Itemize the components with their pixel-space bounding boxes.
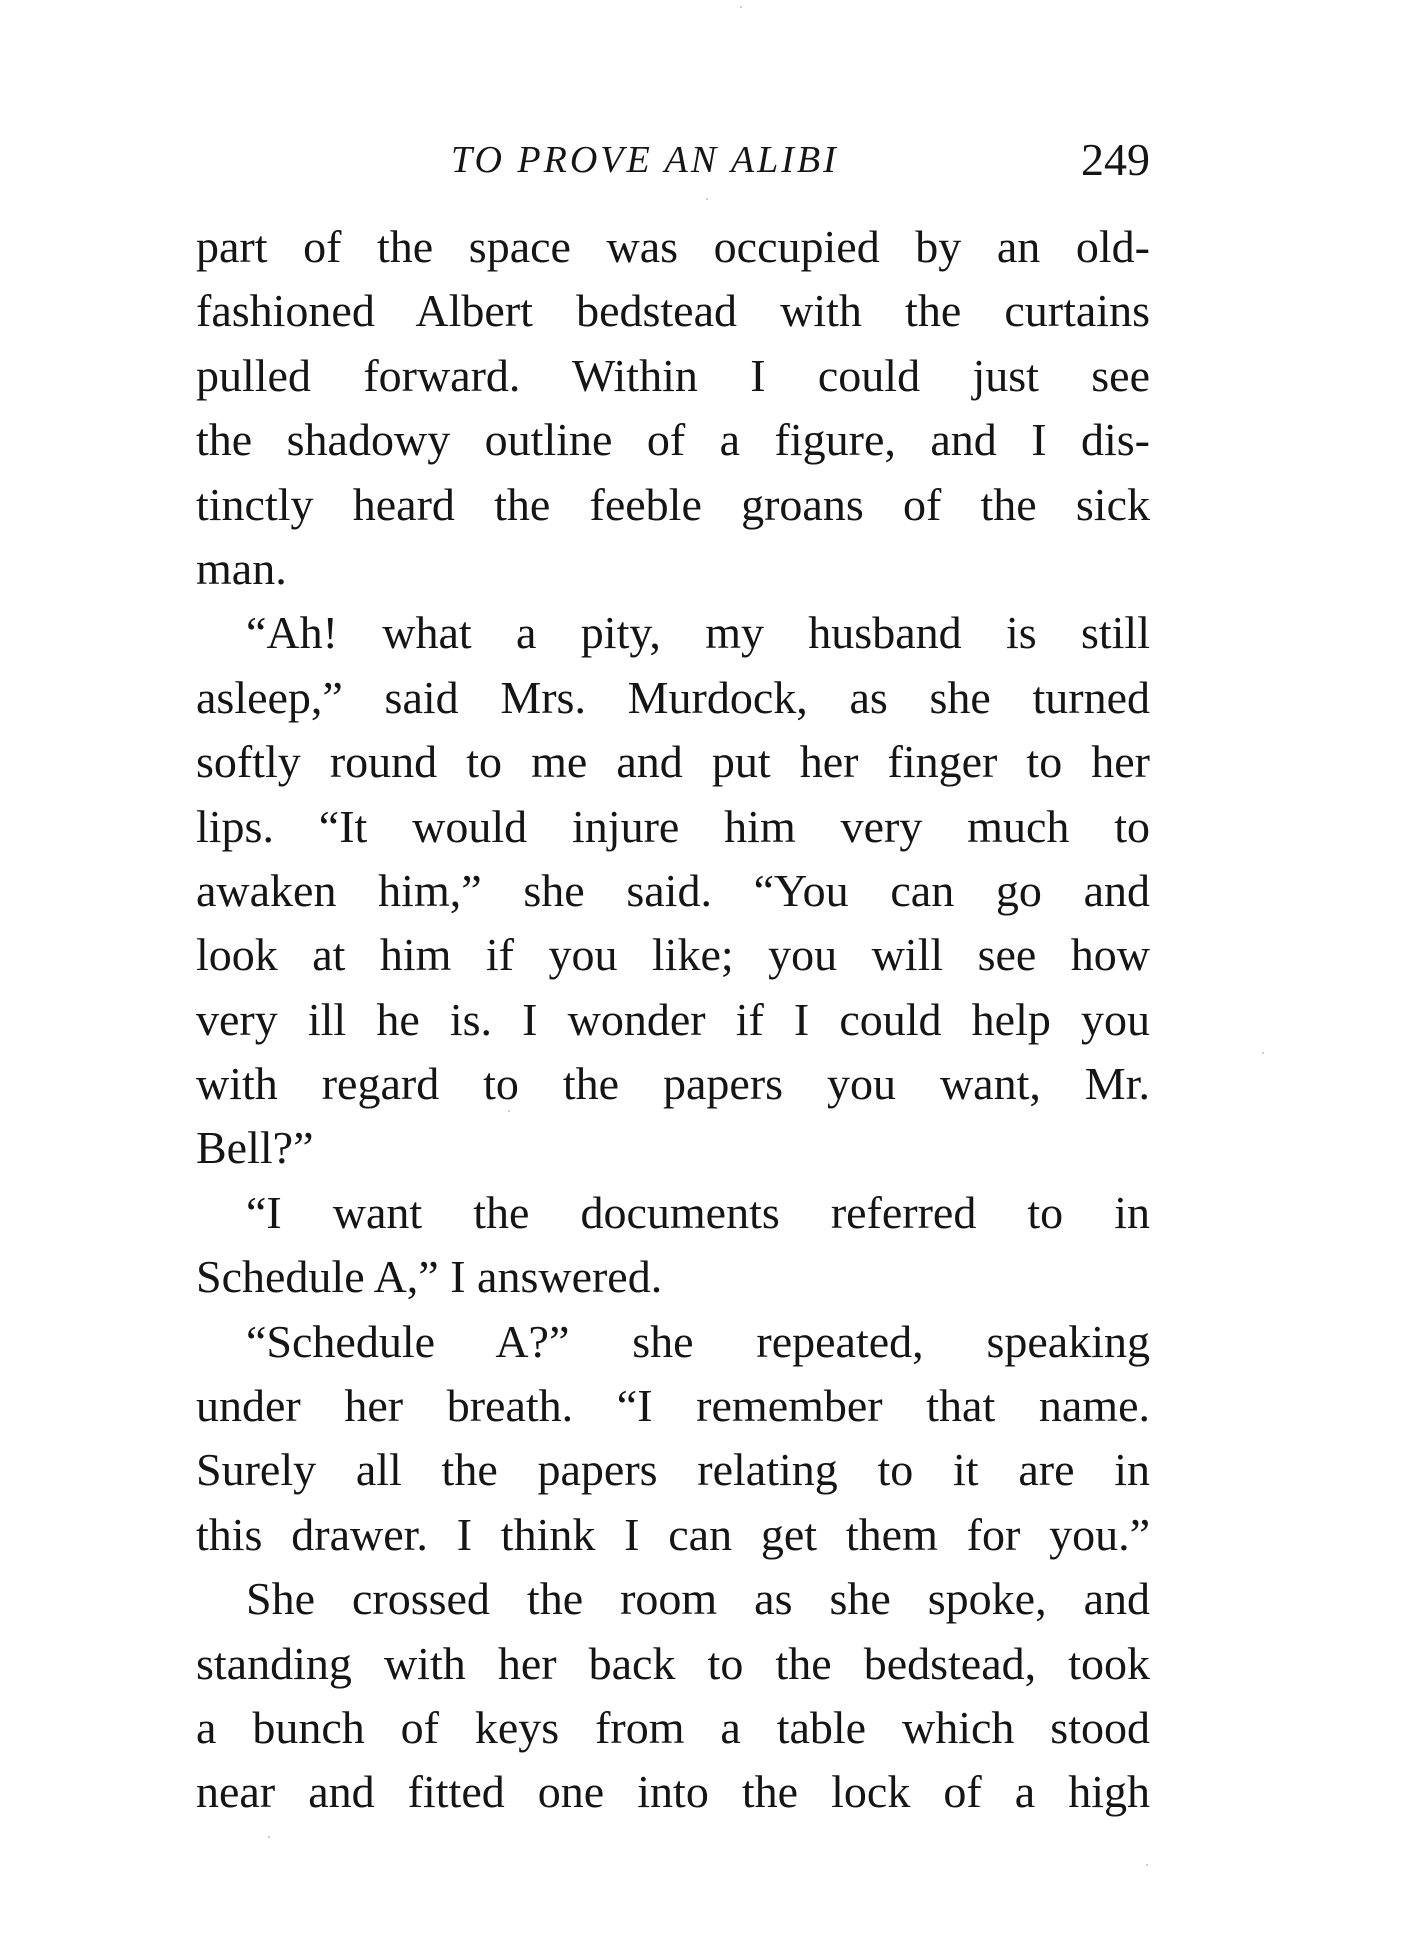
text-line: man. bbox=[196, 542, 287, 594]
text-line: softly round to me and put her finger to her bbox=[196, 736, 1150, 788]
running-title: TO PROVE AN ALIBI bbox=[451, 139, 839, 181]
text-line: asleep,” said Mrs. Murdock, as she turned bbox=[196, 671, 1150, 723]
text-line: fashioned Albert bedstead with the curtains bbox=[196, 285, 1150, 337]
scan-speck bbox=[268, 1836, 270, 1838]
scan-speck bbox=[740, 6, 742, 8]
text-line: “I want the documents referred to in bbox=[246, 1186, 1150, 1238]
text-line: near and fitted one into the lock of a high bbox=[196, 1766, 1150, 1818]
text-line: a bunch of keys from a table which stood bbox=[196, 1701, 1150, 1753]
text-line: awaken him,” she said. “You can go and bbox=[196, 864, 1150, 916]
text-line: “Schedule A?” she repeated, speaking bbox=[246, 1315, 1150, 1367]
text-line: “Ah! what a pity, my husband is still bbox=[246, 607, 1150, 659]
text-line: very ill he is. I wonder if I could help you bbox=[196, 993, 1150, 1045]
text-line: standing with her back to the bedstead, took bbox=[196, 1637, 1150, 1689]
text-line: pulled forward. Within I could just see bbox=[196, 349, 1150, 401]
text-line: the shadowy outline of a figure, and I dis- bbox=[196, 414, 1150, 466]
text-line: Bell?” bbox=[196, 1122, 314, 1174]
running-head bbox=[196, 130, 1150, 190]
text-line: part of the space was occupied by an old- bbox=[196, 221, 1150, 272]
text-line: with regard to the papers you want, Mr. bbox=[196, 1058, 1150, 1110]
text-line: Surely all the papers relating to it are in bbox=[196, 1444, 1150, 1496]
text-line: lips. “It would injure him very much to bbox=[196, 800, 1150, 852]
text-line: under her breath. “I remember that name. bbox=[196, 1380, 1150, 1432]
scan-speck bbox=[1146, 1864, 1148, 1866]
text-line: She crossed the room as she spoke, and bbox=[246, 1573, 1150, 1625]
text-line: tinctly heard the feeble groans of the sick bbox=[196, 478, 1150, 530]
body-text bbox=[196, 215, 1150, 1825]
scan-speck bbox=[1262, 1052, 1264, 1054]
text-line: look at him if you like; you will see how bbox=[196, 929, 1150, 981]
text-line: Schedule A,” I answered. bbox=[196, 1251, 663, 1303]
text-line: this drawer. I think I can get them for you.” bbox=[196, 1508, 1150, 1560]
page-number: 249 bbox=[1081, 134, 1150, 185]
scan-speck bbox=[706, 198, 708, 200]
